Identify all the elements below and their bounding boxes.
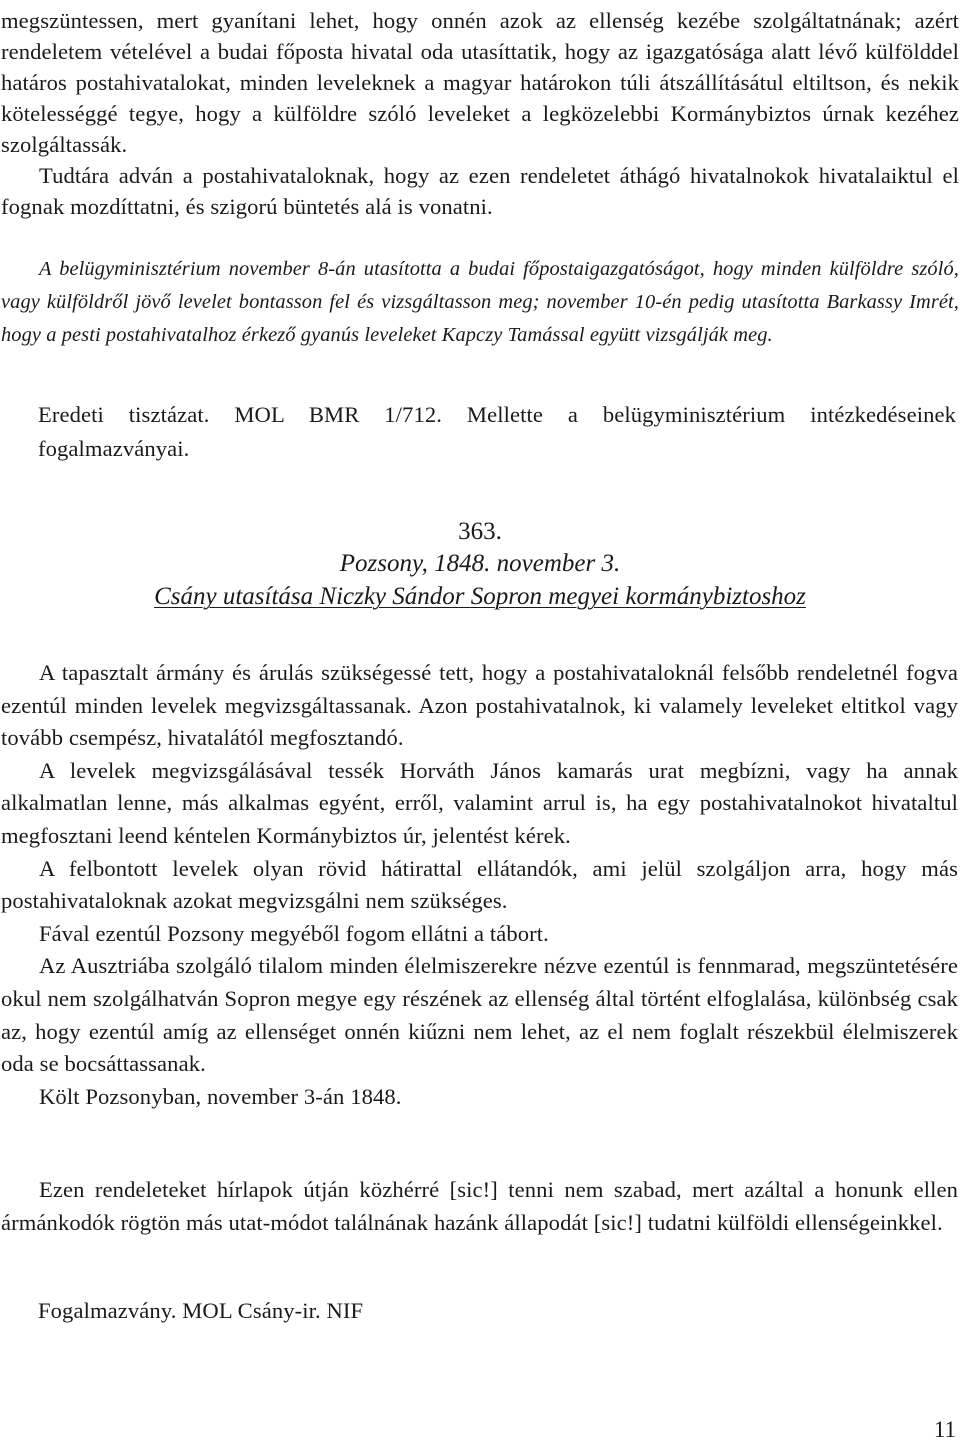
postscript <box>1 1173 958 1239</box>
source-reference-2 <box>38 1295 938 1326</box>
body-paragraph-3: A felbontott levelek olyan rövid hátirattal ellátandók, ami jelül szolgáljon arra, hogy más postahivataloknak azokat megvizsgálni nem szükséges. <box>1 855 958 914</box>
closing-line: Költ Pozsonyban, november 3-án 1848. <box>39 1083 402 1109</box>
body-paragraph-4: Fával ezentúl Pozsony megyéből fogom ellátni a tábort. <box>39 920 549 946</box>
editorial-note <box>1 253 959 352</box>
body-paragraph-5: Az Ausztriába szolgáló tilalom minden élelmiszerekre nézve ezentúl is fennmarad, megszüntetésére okul nem szolgálhatván Sopron megye egy részének az ellenség által történt elfoglalása, különbség csak az, hogy ezentúl amíg az ellenséget onnén kiűzni nem lehet, az el nem foglalt részekbül élelmiszerek oda se bocsáttassanak. <box>1 953 958 1077</box>
document-heading <box>0 516 960 614</box>
document-place-date: Pozsony, 1848. november 3. <box>339 550 621 577</box>
source-reference-1 <box>38 398 956 466</box>
body-paragraph-1: A tapasztalt ármány és árulás szükségessé tett, hogy a postahivataloknál felsőbb rendeletnél fogva ezentúl minden levelek megvizsgáltassanak. Azon postahivatalnok, ki valamely leveleket eltitkol vagy tovább csempész, hivatalától megfosztandó. <box>1 660 958 751</box>
continuation-paragraph-2: Tudtára adván a postahivataloknak, hogy az ezen rendeletet áthágó hivatalnokok hivatalaiktul el fognak mozdíttatni, és szigorú büntetés alá is vonatni. <box>1 163 959 219</box>
source-reference-2-text: Fogalmazvány. MOL Csány-ir. NIF <box>38 1298 364 1323</box>
page-number: 11 <box>933 1417 956 1442</box>
postscript-text: Ezen rendeleteket hírlapok útján közhérré [sic!] tenni nem szabad, mert azáltal a honunk ellen ármánkodók rögtön más utat-módot találnának hazánk állapodát [sic!] tudatni külföldi ellenségeinkkel. <box>1 1177 958 1235</box>
document-number: 363. <box>458 518 502 545</box>
editorial-note-text: A belügyminisztérium november 8-án utasította a budai főpostaigazgatóságot, hogy minden külföldre szóló, vagy külföldről jövő levelet bontasson fel és vizsgáltasson meg; november 10-én pedig utasította Barkassy Imrét, hogy a pesti postahivatalhoz érkező gyanús leveleket Kapczy Tamással együtt vizsgálják meg. <box>1 258 959 346</box>
document-body <box>1 657 958 1113</box>
source-reference-1-text: Eredeti tisztázat. MOL BMR 1/712. Mellette a belügyminisztérium intézkedéseinek fogalmazványai. <box>38 402 956 461</box>
continuation-paragraph: megszüntessen, mert gyanítani lehet, hogy onnén azok az ellenség kezébe szolgáltatnának; azért rendeletem vételével a budai főposta hivatal oda utasíttatik, hogy az igazgatósága alatt lévő külfölddel határos postahivatalokat, minden leveleknek a magyar határokon túli átszállításátul eltiltson, és nekik kötelességgé tegye, hogy a külföldre szóló leveleket a legközelebbi Kormánybiztos úrnak kezéhez szolgáltassák. <box>1 8 959 157</box>
previous-document-continuation <box>1 5 959 222</box>
document-title: Csány utasítása Niczky Sándor Sopron megyei kormánybiztoshoz <box>154 583 806 610</box>
body-paragraph-2: A levelek megvizsgálásával tessék Horváth János kamarás urat megbízni, vagy ha annak alkalmatlan lenne, más alkalmas egyént, erről, valamint arrul is, ha egy postahivatalnokot hivataltul megfosztani leend kéntelen Kormánybiztos úr, jelentést kérek. <box>1 757 958 848</box>
